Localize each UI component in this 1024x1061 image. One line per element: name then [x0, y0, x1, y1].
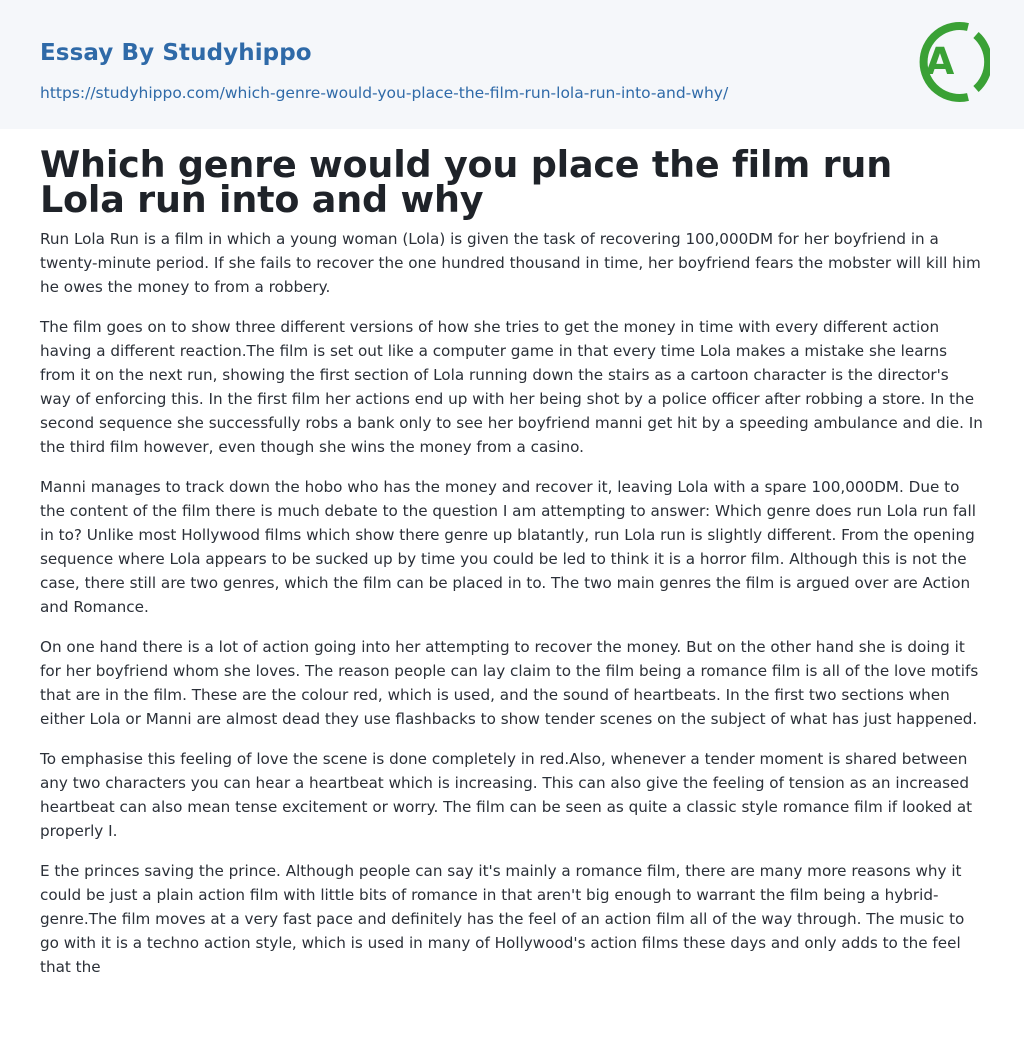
logo-letter: A: [925, 40, 955, 83]
article-paragraph: To emphasise this feeling of love the scene is done completely in red.Also, whenever a tender moment is shared between any two characters you can hear a heartbeat which is increasing. This can also give the feeling of tension as an increased heartbeat can also mean tense excitement or worry. The film can be seen as quite a classic style romance film if looked at properly I.: [40, 750, 973, 840]
article-paragraph: On one hand there is a lot of action going into her attempting to recover the money. But on the other hand she is doing it for her boyfriend whom she loves. The reason people can lay claim to the film being a romance film is all of the love motifs that are in the film. These are the colour red, which is used, and the sound of heartbeats. In the first two sections when either Lola or Manni are almost dead they use flashbacks to show tender scenes on the subject of what has just happened.: [40, 638, 979, 728]
article-paragraph: The film goes on to show three different versions of how she tries to get the money in time with every different action having a different reaction.The film is set out like a computer game in that every time Lola makes a mistake she learns from it on the next run, showing the first section of Lola running down the stairs as a cartoon character is the director's way of enforcing this. In the first film her actions end up with her being shot by a police officer after robbing a store. In the second sequence she successfully robs a bank only to see her boyfriend manni get hit by a speeding ambulance and die. In the third film however, even though she wins the money from a casino.: [40, 318, 983, 456]
article-paragraph: Run Lola Run is a film in which a young woman (Lola) is given the task of recovering 100,000DM for her boyfriend in a twenty-minute period. If she fails to recover the one hundred thousand in time, her boyfriend fears the mobster will kill him he owes the money to from a robbery.: [40, 230, 981, 296]
page-title: Which genre would you place the film run Lola run into and why: [40, 143, 892, 221]
essay-url-link[interactable]: https://studyhippo.com/which-genre-would-you-place-the-film-run-lola-run-into-and-why/: [40, 84, 729, 102]
article-paragraph: Manni manages to track down the hobo who has the money and recover it, leaving Lola with a spare 100,000DM. Due to the content of the film there is much debate to the question I am attempting to answer: Which genre does run Lola run fall in to? Unlike most Hollywood films which show there genre up blatantly, run Lola run is slightly different. From the opening sequence where Lola appears to be sucked up by time you could be led to think it is a horror film. Although this is not the case, there still are two genres, which the film can be placed in to. The two main genres the film is argued over are Action and Romance.: [40, 478, 976, 616]
article-paragraph: E the princes saving the prince. Although people can say it's mainly a romance film, there are many more reasons why it could be just a plain action film with little bits of romance in that aren't big enough to warrant the film being a hybrid-genre.The film moves at a very fast pace and definitely has the feel of an action film all of the way through. The music to go with it is a techno action style, which is used in many of Hollywood's action films these days and only adds to the feel that the: [40, 862, 965, 976]
site-brand[interactable]: Essay By Studyhippo: [40, 40, 312, 66]
logo-a-icon[interactable]: [910, 18, 990, 106]
article: [40, 143, 984, 979]
site-header: [0, 0, 1024, 129]
